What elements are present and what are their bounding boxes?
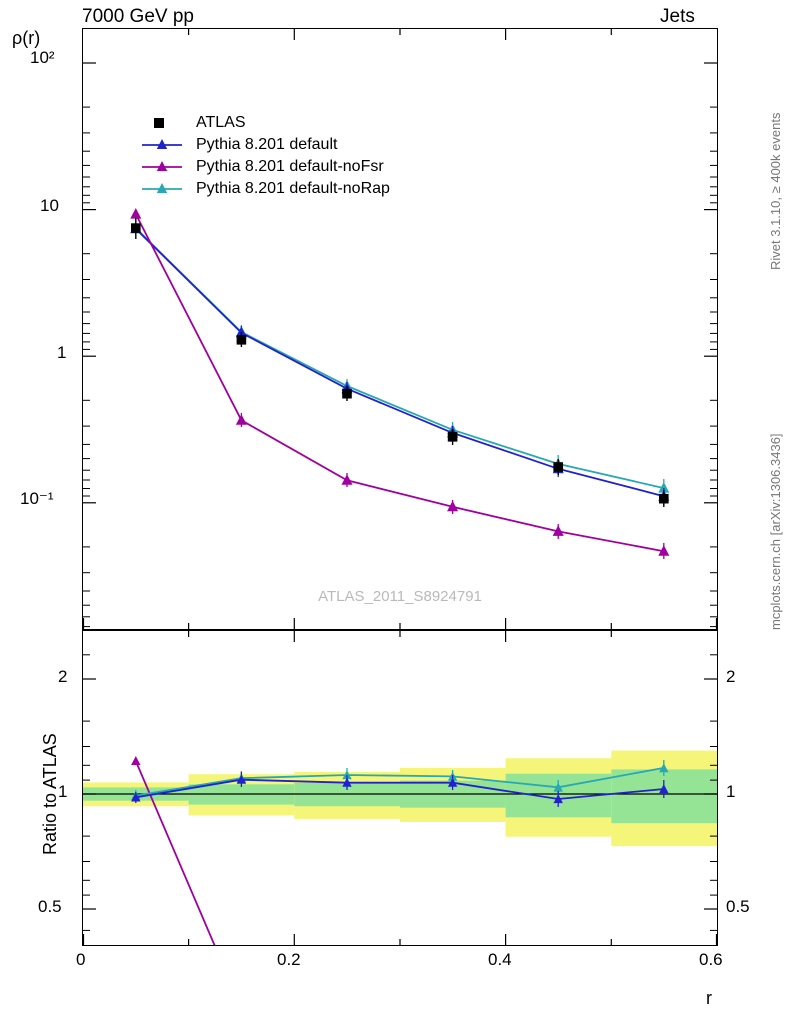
main-ytick-1: 1 (57, 343, 67, 362)
legend-item-3 (140, 178, 390, 200)
ratio-ytick-2-left: 2 (58, 667, 68, 686)
legend-label-0: ATLAS (196, 114, 246, 131)
legend-item-2 (140, 156, 390, 178)
series-default (131, 224, 668, 505)
xtick-0.4: 0.4 (488, 950, 512, 969)
main-ytick-10: 10 (40, 196, 59, 215)
watermark-text: ATLAS_2011_S8924791 (318, 588, 482, 605)
xtick-0.2: 0.2 (277, 950, 301, 969)
side-caption-bottom: mcplots.cern.ch [arXiv:1306.3436] (768, 433, 783, 630)
legend-label-1: Pythia 8.201 default (196, 136, 338, 153)
ratio-plot-svg (83, 631, 717, 945)
legend-item-0 (140, 112, 390, 134)
xlabel: r (706, 988, 712, 1008)
series-noRap (131, 223, 668, 497)
ratio-ytick-0.5-left: 0.5 (38, 897, 62, 916)
ratio-ytick-0.5-right: 0.5 (726, 897, 750, 916)
series-noFsr (131, 209, 668, 559)
ratio-ytick-1-left: 1 (58, 782, 68, 801)
header-left: 7000 GeV pp (82, 6, 194, 27)
legend (140, 112, 390, 200)
ratio-ytick-2-right: 2 (726, 667, 736, 686)
main-ylabel: ρ(r) (12, 28, 41, 48)
side-caption-top: Rivet 3.1.10, ≥ 400k events (768, 112, 783, 270)
main-ytick-0.1: 10⁻¹ (20, 489, 54, 508)
ratio-ylabel: Ratio to ATLAS (40, 733, 60, 855)
legend-item-1 (140, 134, 390, 156)
ratio-ytick-1-right: 1 (726, 782, 736, 801)
main-ytick-100: 10² (30, 48, 55, 67)
legend-label-3: Pythia 8.201 default-noRap (196, 180, 390, 197)
xtick-0.6: 0.6 (699, 950, 723, 969)
header-right: Jets (660, 6, 695, 27)
xtick-0: 0 (76, 950, 86, 969)
ratio-bands (83, 751, 717, 847)
legend-label-2: Pythia 8.201 default-noFsr (196, 158, 384, 175)
ratio-panel (82, 630, 718, 946)
